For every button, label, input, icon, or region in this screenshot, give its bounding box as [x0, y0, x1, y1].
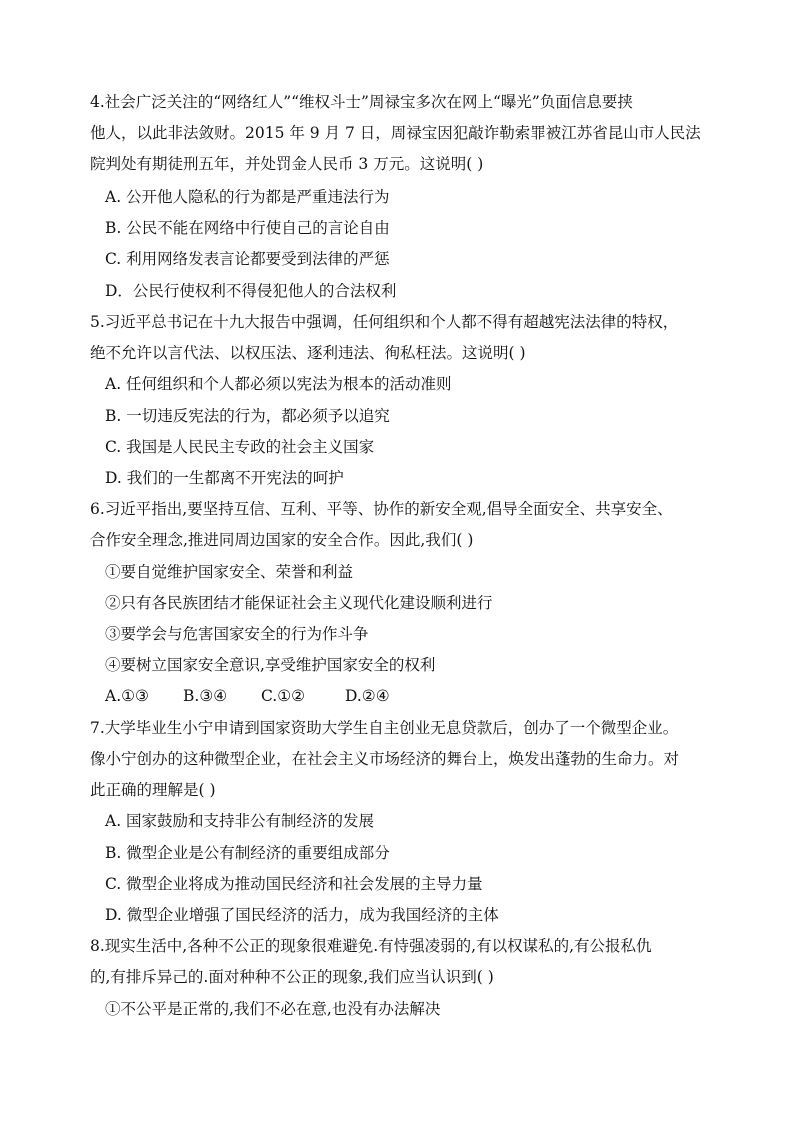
- q8-statement-1: ①不公平是正常的,我们不必在意,也没有办法解决: [105, 1000, 441, 1018]
- q6-choices: [105, 686, 734, 706]
- q4-option-d: D．公民行使权利不得侵犯他人的合法权利: [105, 282, 397, 300]
- q5-stem-line-1: 5.习近平总书记在十九大报告中强调，任何组织和个人都不得有超越宪法法律的特权，: [90, 313, 679, 331]
- q6-stem-line-2: 合作安全理念,推进同周边国家的安全合作。因此,我们( ): [90, 531, 474, 549]
- q8-stem-line-1: 8.现实生活中,各种不公正的现象很难避免.有恃强凌弱的,有以权谋私的,有公报私仇: [90, 937, 652, 955]
- q7-stem-line-1: 7.大学毕业生小宁申请到国家资助大学生自主创业无息贷款后，创办了一个微型企业。: [90, 719, 679, 737]
- q6-choice-a: A.①③: [105, 687, 149, 705]
- q5-option-d: D. 我们的一生都离不开宪法的呵护: [105, 469, 344, 487]
- q7-stem-line-3: 此正确的理解是( ): [90, 781, 216, 799]
- q4-stem-line-3: 院判处有期徒刑五年，并处罚金人民币 3 万元。这说明( ): [90, 155, 484, 173]
- q7-stem-line-2: 像小宁创办的这种微型企业，在社会主义市场经济的舞台上，焕发出蓬勃的生命力。对: [90, 750, 680, 768]
- q6-choice-d: D.②④: [345, 687, 390, 705]
- q6-statement-2: ②只有各民族团结才能保证社会主义现代化建设顺利进行: [105, 594, 493, 612]
- q4-stem-line-1: 4.社会广泛关注的“网络红人”“维权斗士”周禄宝多次在网上“曝光”负面信息要挟: [90, 93, 633, 111]
- q6-statement-1: ①要自觉维护国家安全、荣誉和利益: [105, 563, 354, 581]
- q8-stem-line-2: 的,有排斥异己的.面对种种不公正的现象,我们应当认识到( ): [90, 968, 494, 986]
- q6-statement-4: ④要树立国家安全意识,享受维护国家安全的权利: [105, 656, 436, 674]
- q5-option-a: A. 任何组织和个人都必须以宪法为根本的活动准则: [105, 375, 452, 393]
- q4-option-a: A. 公开他人隐私的行为都是严重违法行为: [105, 188, 390, 206]
- q6-statement-3: ③要学会与危害国家安全的行为作斗争: [105, 625, 369, 643]
- q7-option-a: A. 国家鼓励和支持非公有制经济的发展: [105, 812, 375, 830]
- q5-stem-line-2: 绝不允许以言代法、以权压法、逐利违法、徇私枉法。这说明( ): [90, 344, 526, 362]
- q6-choice-c: C.①②: [261, 687, 306, 705]
- q7-option-c: C. 微型企业将成为推动国民经济和社会发展的主导力量: [105, 875, 483, 893]
- q5-option-c: C. 我国是人民民主专政的社会主义国家: [105, 438, 375, 456]
- q6-choice-b: B.③④: [183, 687, 228, 705]
- q4-option-c: C. 利用网络发表言论都要受到法律的严惩: [105, 250, 390, 268]
- q6-stem-line-1: 6.习近平指出,要坚持互信、互利、平等、协作的新安全观,倡导全面安全、共享安全、: [90, 500, 673, 518]
- q7-option-b: B. 微型企业是公有制经济的重要组成部分: [105, 844, 390, 862]
- q7-option-d: D. 微型企业增强了国民经济的活力，成为我国经济的主体: [105, 906, 499, 924]
- q5-option-b: B. 一切违反宪法的行为，都必须予以追究: [105, 407, 390, 425]
- q4-stem-line-2: 他人，以此非法敛财。2015 年 9 月 7 日，周禄宝因犯敲诈勒索罪被江苏省昆山市人民法: [90, 124, 701, 142]
- q4-option-b: B. 公民不能在网络中行使自己的言论自由: [105, 219, 390, 237]
